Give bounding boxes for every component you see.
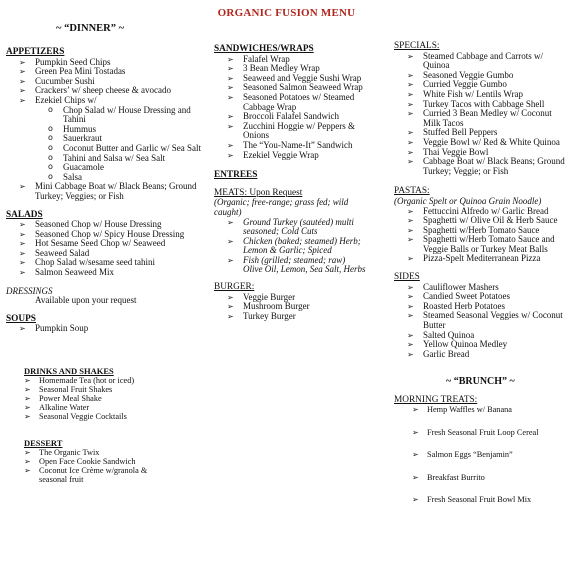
meats-note: (Organic; free-range; grass fed; wild caught) bbox=[214, 197, 349, 217]
list-item: ➢ Green Pea Mini Tostadas bbox=[6, 67, 206, 77]
appetizers-list bbox=[6, 58, 206, 106]
list-item: o Hummus bbox=[6, 125, 202, 135]
list-item: ➢ Garlic Bread bbox=[394, 350, 569, 360]
drinks-heading: DRINKS AND SHAKES bbox=[24, 366, 114, 377]
sides-heading: SIDES bbox=[394, 272, 420, 283]
dinner-label: ~ “DINNER” ~ bbox=[56, 23, 125, 34]
list-item: ➢ Mushroom Burger bbox=[214, 302, 366, 312]
list-item: ➢ Roasted Herb Potatoes bbox=[394, 302, 569, 312]
list-item: ➢ Breakfast Burrito bbox=[394, 473, 569, 482]
list-item: ➢ Stuffed Bell Peppers bbox=[394, 128, 569, 138]
list-item: ➢ Mini Cabbage Boat w/ Black Beans; Ground Turkey; Veggies; or Fish bbox=[6, 182, 206, 201]
morning-treats-heading: MORNING TREATS: bbox=[394, 395, 478, 405]
list-item: ➢ Seasoned Salmon Seaweed Wrap bbox=[214, 83, 366, 93]
list-item: ➢ 3 Bean Medley Wrap bbox=[214, 64, 366, 74]
list-item: ➢ Homemade Tea (hot or iced) bbox=[6, 376, 206, 385]
salads-heading: SALADS bbox=[6, 209, 43, 220]
morning-treats-list bbox=[394, 405, 569, 504]
list-item: ➢ Fresh Seasonal Fruit Loop Cereal bbox=[394, 428, 569, 437]
sandwiches-list bbox=[214, 55, 366, 161]
list-item: ➢ Pumpkin Soup bbox=[6, 324, 206, 334]
list-item: ➢ Hemp Waffles w/ Banana bbox=[394, 405, 569, 414]
appetizers-heading: APPETIZERS bbox=[6, 47, 65, 57]
list-item: ➢ Alkaline Water bbox=[6, 403, 206, 412]
entrees-heading: ENTREES bbox=[214, 170, 258, 181]
dessert-heading: DESSERT bbox=[24, 438, 63, 449]
left-column bbox=[6, 48, 206, 484]
pastas-heading: PASTAS: bbox=[394, 186, 430, 197]
list-item: o Chop Salad w/ House Dressing and Tahini bbox=[6, 106, 202, 125]
list-item: ➢ Open Face Cookie Sandwich bbox=[6, 457, 176, 466]
list-item: ➢ Fresh Seasonal Fruit Bowl Mix bbox=[394, 495, 569, 504]
list-item: ➢ White Fish w/ Lentils Wrap bbox=[394, 90, 569, 100]
list-item: ➢ Zucchini Hoggie w/ Peppers & Onions bbox=[214, 122, 366, 141]
appetizers-list-end bbox=[6, 182, 206, 201]
list-item: ➢ Pumpkin Seed Chips bbox=[6, 58, 206, 68]
list-item: ➢ Curried 3 Bean Medley w/ Coconut Milk Tacos bbox=[394, 109, 569, 128]
dessert-list bbox=[6, 448, 206, 484]
list-item: ➢ Cauliflower Mashers bbox=[394, 283, 569, 293]
list-item: ➢ Ezekiel Chips w/ bbox=[6, 96, 206, 106]
list-item: ➢ Falafel Wrap bbox=[214, 55, 366, 65]
list-item: ➢ Chicken (baked; steamed) Herb; Lemon & Garlic; Spiced bbox=[214, 237, 366, 256]
list-item: ➢ Spaghetti w/ Olive Oil & Herb Sauce bbox=[394, 216, 569, 226]
list-item: ➢ Veggie Burger bbox=[214, 293, 366, 303]
list-item: ➢ Steamed Seasonal Veggies w/ Coconut Butter bbox=[394, 311, 569, 330]
list-item: ➢ Steamed Cabbage and Carrots w/ Quinoa bbox=[394, 52, 569, 71]
list-item: ➢ Thai Veggie Bowl bbox=[394, 148, 569, 158]
list-item: ➢ Broccoli Falafel Sandwich bbox=[214, 112, 366, 122]
soups-list bbox=[6, 324, 206, 334]
list-item: ➢ Turkey Burger bbox=[214, 312, 366, 322]
specials-list bbox=[394, 52, 569, 177]
list-item: ➢ Cabbage Boat w/ Black Beans; Ground Turkey; Veggie; or Fish bbox=[394, 157, 569, 176]
list-item: ➢ Cucumber Sushi bbox=[6, 77, 206, 87]
list-item: ➢ Yellow Quinoa Medley bbox=[394, 340, 569, 350]
list-item: o Salsa bbox=[6, 173, 202, 183]
list-item: ➢ Seasoned Chop w/ House Dressing bbox=[6, 220, 186, 230]
list-item: ➢ Seasonal Veggie Cocktails bbox=[6, 412, 206, 421]
list-item: ➢ Fish (grilled; steamed; raw) Olive Oil, Lemon, Sea Salt, Herbs bbox=[214, 256, 366, 275]
meats-heading: MEATS: Upon Request bbox=[214, 187, 303, 198]
menu-title: ORGANIC FUSION MENU bbox=[217, 7, 356, 19]
sides-list bbox=[394, 283, 569, 360]
sandwiches-heading: SANDWICHES/WRAPS bbox=[214, 44, 314, 54]
dressings-heading: DRESSINGS bbox=[6, 285, 53, 296]
list-item: ➢ Seasoned Veggie Gumbo bbox=[394, 71, 569, 81]
list-item: o Guacamole bbox=[6, 163, 202, 173]
middle-column bbox=[214, 45, 366, 321]
list-item: ➢ Pizza-Spelt Mediterranean Pizza bbox=[394, 254, 569, 264]
list-item: ➢ Salmon Eggs “Benjamin” bbox=[394, 450, 569, 459]
salads-list bbox=[6, 220, 206, 278]
list-item: ➢ Chop Salad w/sesame seed tahini bbox=[6, 258, 186, 268]
list-item: o Coconut Butter and Garlic w/ Sea Salt bbox=[6, 144, 202, 154]
specials-heading: SPECIALS: bbox=[394, 41, 440, 51]
burger-list bbox=[214, 293, 366, 322]
list-item: ➢ The Organic Twix bbox=[6, 448, 176, 457]
list-item: ➢ Seaweed and Veggie Sushi Wrap bbox=[214, 74, 366, 84]
list-item: ➢ Hot Sesame Seed Chop w/ Seaweed bbox=[6, 239, 186, 249]
list-item: ➢ Seasonal Fruit Shakes bbox=[6, 385, 206, 394]
list-item: o Sauerkraut bbox=[6, 134, 202, 144]
list-item: ➢ Turkey Tacos with Cabbage Shell bbox=[394, 100, 569, 110]
list-item: ➢ Fettuccini Alfredo w/ Garlic Bread bbox=[394, 207, 569, 217]
ezekiel-dips-list bbox=[6, 106, 206, 183]
dressings-text: Available upon your request bbox=[35, 295, 137, 306]
list-item: ➢ Ezekiel Veggie Wrap bbox=[214, 151, 366, 161]
list-item: ➢ Ground Turkey (sautéed) multi seasoned; Cold Cuts bbox=[214, 218, 366, 237]
list-item: ➢ Veggie Bowl w/ Red & White Quinoa bbox=[394, 138, 569, 148]
list-item: ➢ Spaghetti w/Herb Tomato Sauce bbox=[394, 226, 569, 236]
list-item: ➢ Crackers’ w/ sheep cheese & avocado bbox=[6, 86, 206, 96]
pastas-list bbox=[394, 207, 569, 265]
list-item: ➢ Seasoned Potatoes w/ Steamed Cabbage Wrap bbox=[214, 93, 366, 112]
list-item: ➢ Curried Veggie Gumbo bbox=[394, 80, 569, 90]
list-item: ➢ Seasoned Chop w/ Spicy House Dressing bbox=[6, 230, 186, 240]
list-item: ➢ Seaweed Salad bbox=[6, 249, 186, 259]
drinks-list bbox=[6, 376, 206, 421]
list-item: ➢ Salmon Seaweed Mix bbox=[6, 268, 186, 278]
brunch-label: ~ “BRUNCH” ~ bbox=[446, 376, 515, 388]
burger-heading: BURGER: bbox=[214, 282, 255, 293]
list-item: ➢ The “You-Name-It” Sandwich bbox=[214, 141, 366, 151]
soups-heading: SOUPS bbox=[6, 313, 36, 324]
right-column bbox=[394, 42, 569, 518]
list-item: ➢ Spaghetti w/Herb Tomato Sauce and Veggie Balls or Turkey Meat Balls bbox=[394, 235, 569, 254]
list-item: ➢ Power Meal Shake bbox=[6, 394, 206, 403]
list-item: ➢ Salted Quinoa bbox=[394, 331, 569, 341]
list-item: ➢ Candied Sweet Potatoes bbox=[394, 292, 569, 302]
list-item: o Tahini and Salsa w/ Sea Salt bbox=[6, 154, 202, 164]
pastas-note: (Organic Spelt or Quinoa Grain Noodle) bbox=[394, 195, 542, 206]
list-item: ➢ Coconut Ice Crème w/granola & seasonal fruit bbox=[6, 466, 176, 484]
meats-list bbox=[214, 218, 366, 276]
